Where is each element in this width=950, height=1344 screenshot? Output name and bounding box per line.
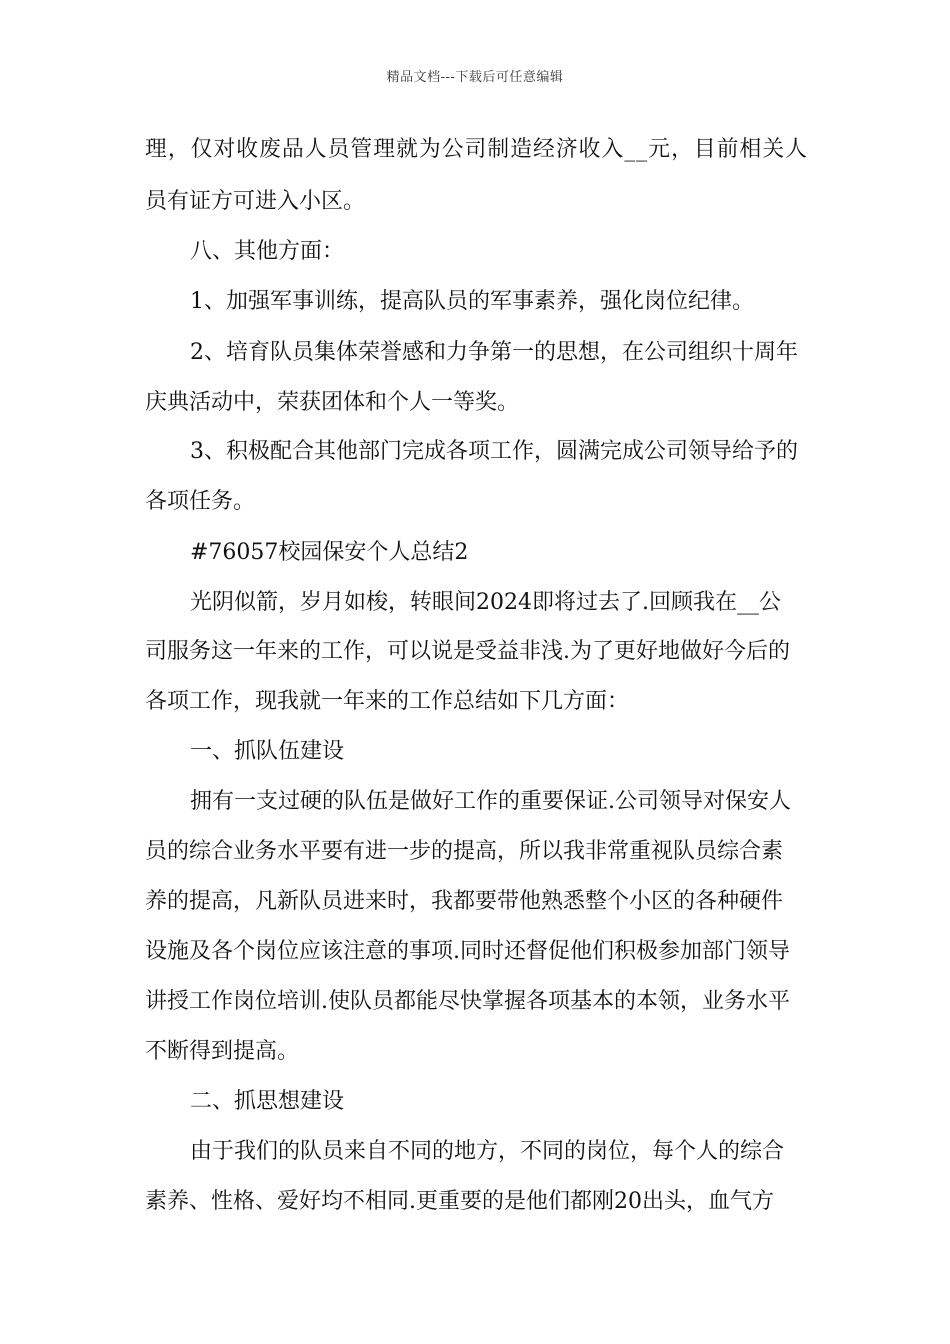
text-line: 员有证方可进入小区。 xyxy=(145,189,366,214)
page-header: 精品文档---下载后可任意编辑 xyxy=(386,70,564,85)
text-line: 理，仅对收废品人员管理就为公司制造经济收入__元，目前相关人 xyxy=(145,137,809,162)
text-line: 不断得到提高。 xyxy=(145,1039,300,1064)
section-heading: 二、抓思想建设 xyxy=(190,1089,345,1114)
text-line: 2、培育队员集体荣誉感和力争第一的思想，在公司组织十周年 xyxy=(190,340,798,365)
document-title: #76057校园保安个人总结2 xyxy=(190,540,469,565)
text-line: 3、积极配合其他部门完成各项工作，圆满完成公司领导给予的 xyxy=(190,439,798,464)
text-line: 由于我们的队员来自不同的地方，不同的岗位，每个人的综合 xyxy=(190,1139,785,1164)
text-line: 设施及各个岗位应该注意的事项.同时还督促他们积极参加部门领导 xyxy=(145,939,790,964)
text-line: 员的综合业务水平要有进一步的提高，所以我非常重视队员综合素 xyxy=(145,839,784,864)
text-line: 1、加强军事训练，提高队员的军事素养，强化岗位纪律。 xyxy=(190,289,754,314)
text-line: 各项工作，现我就一年来的工作总结如下几方面： xyxy=(145,689,630,714)
text-line: 素养、性格、爱好均不相同.更重要的是他们都刚20出头，血气方 xyxy=(145,1189,774,1214)
section-heading: 一、抓队伍建设 xyxy=(190,739,345,764)
text-line: 各项任务。 xyxy=(145,489,256,514)
text-line: 光阴似箭，岁月如梭，转眼间2024即将过去了.回顾我在__公 xyxy=(190,590,781,615)
text-line: 拥有一支过硬的队伍是做好工作的重要保证.公司领导对保安人 xyxy=(190,789,791,814)
text-line: 讲授工作岗位培训.使队员都能尽快掌握各项基本的本领，业务水平 xyxy=(145,989,790,1014)
text-line: 司服务这一年来的工作，可以说是受益非浅.为了更好地做好今后的 xyxy=(145,639,790,664)
section-heading: 八、其他方面： xyxy=(190,239,345,264)
text-line: 庆典活动中，荣获团体和个人一等奖。 xyxy=(145,390,520,415)
text-line: 养的提高，凡新队员进来时，我都要带他熟悉整个小区的各种硬件 xyxy=(145,889,784,914)
